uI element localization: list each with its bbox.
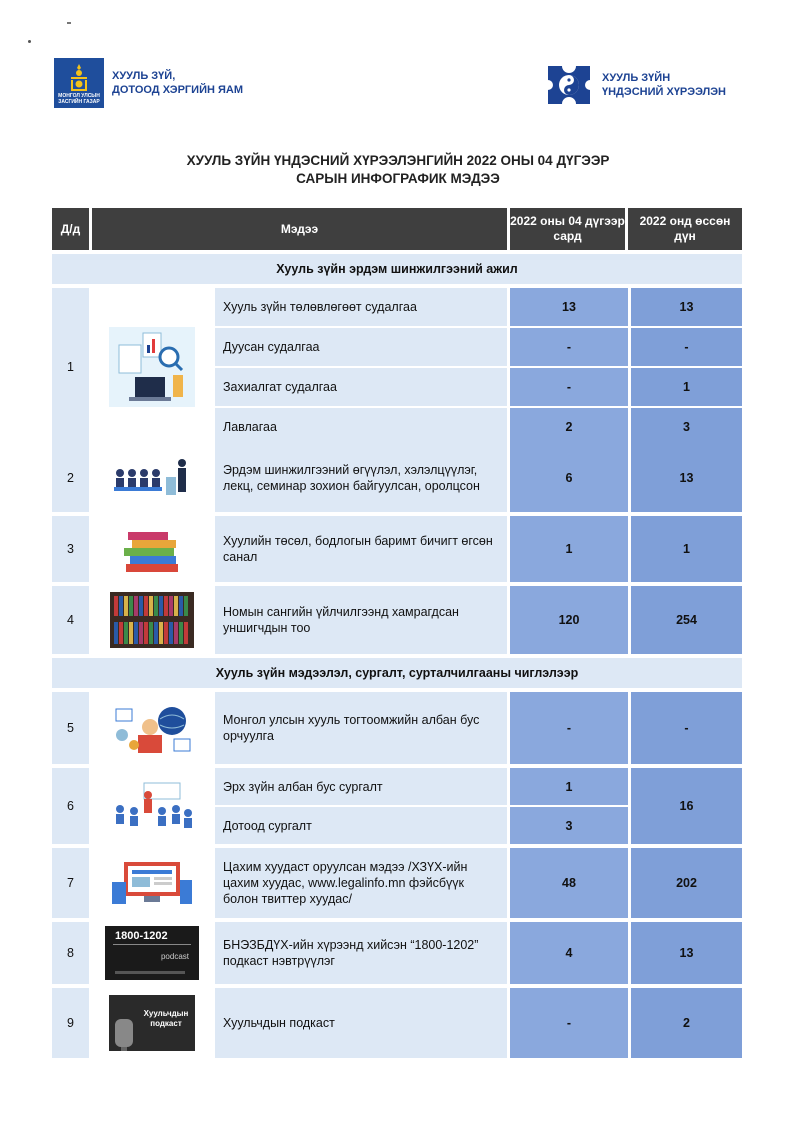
header-month: 2022 оны 04 дүгээр сард (510, 208, 628, 250)
table-header (52, 208, 742, 250)
podcast-number: 1800-1202 (115, 930, 168, 942)
section-information-training: Хууль зүйн мэдээлэл, сургалт, сурталчилгааны чиглэлээр (52, 658, 742, 688)
header-total: 2022 онд өссөн дүн (628, 208, 742, 250)
emblem-caption: МОНГОЛ УЛСЫН ЗАСГИЙН ГАЗАР (58, 93, 100, 105)
total-value: 2 (628, 988, 742, 1058)
infographic-table (52, 208, 742, 1058)
item-text: Хуульчдын подкаст (212, 988, 507, 1058)
row-number: 1 (52, 288, 89, 446)
header-number: Д/д (52, 208, 92, 250)
item-text: Монгол улсын хууль тогтоомжийн албан бус орчуулга (212, 692, 507, 764)
table-row (52, 516, 742, 582)
month-value: - (507, 368, 628, 406)
row-number: 9 (52, 988, 89, 1058)
total-value: 1 (628, 368, 742, 406)
total-value: 202 (628, 848, 742, 918)
ministry-name (112, 69, 243, 97)
podcast-bar (115, 971, 185, 974)
item-text: Дуусан судалгаа (212, 328, 507, 366)
institute-logo-block (544, 62, 726, 108)
total-value: 13 (628, 288, 742, 326)
item-text: Эрдэм шинжилгээний өгүүлэл, хэлэлцүүлэг, лекц, семинар зохион байгуулсан, оролцсон (212, 444, 507, 512)
month-value: 1 (507, 516, 628, 582)
institute-name-line2: ҮНДЭСНИЙ ХҮРЭЭЛЭН (602, 86, 726, 98)
document-title (0, 152, 796, 188)
ministry-name-line1: ХУУЛЬ ЗҮЙ, (112, 70, 176, 82)
month-value: 120 (507, 586, 628, 654)
document-title-line1: ХУУЛЬ ЗҮЙН ҮНДЭСНИЙ ХҮРЭЭЛЭНГИЙН 2022 ОНЫ 04 ДҮГЭЭР (186, 153, 610, 168)
book-stack-icon (112, 524, 192, 574)
library-shelves-icon (110, 592, 194, 648)
institute-name (602, 71, 726, 99)
research-illustration (92, 288, 212, 446)
item-text: Хууль зүйн төлөвлөгөөт судалгаа (212, 288, 507, 326)
podcast-divider (113, 944, 191, 945)
row-number: 6 (52, 768, 89, 844)
podcast-1800-illustration (92, 922, 212, 984)
scan-speck (67, 22, 71, 24)
table-row (52, 444, 742, 512)
total-value: 3 (628, 408, 742, 446)
item-text: Хуулийн төсөл, бодлогын баримт бичигт өгсөн санал (212, 516, 507, 582)
website-illustration (92, 848, 212, 918)
list-item (212, 326, 742, 366)
month-value: 13 (507, 288, 628, 326)
list-item (212, 288, 742, 326)
translation-illustration (92, 692, 212, 764)
institute-name-line1: ХУУЛЬ ЗҮЙН (602, 72, 671, 84)
item-text: Захиалгат судалгаа (212, 368, 507, 406)
table-row (52, 848, 742, 918)
total-value: 13 (628, 922, 742, 984)
total-value: 1 (628, 516, 742, 582)
row-number: 8 (52, 922, 89, 984)
training-class-icon (110, 781, 194, 831)
table-row (52, 922, 742, 984)
table-row (52, 586, 742, 654)
item-text: Номын сангийн үйлчилгээнд хамрагдсан уншигчдын тоо (212, 586, 507, 654)
total-value: 254 (628, 586, 742, 654)
month-value: 2 (507, 408, 628, 446)
row-number: 5 (52, 692, 89, 764)
podcast-cover (109, 995, 195, 1051)
list-item (212, 366, 742, 406)
month-value: 4 (507, 922, 628, 984)
item-text: Цахим хуудаст оруулсан мэдээ /ХЗҮХ-ийн цахим хуудас, www.legalinfo.mn фэйсбүүк болон твиттер хуудас/ (212, 848, 507, 918)
training-subitems (212, 768, 628, 844)
month-value: 1 (507, 768, 628, 805)
seminar-illustration (92, 444, 212, 512)
books-illustration (92, 516, 212, 582)
month-value: 6 (507, 444, 628, 512)
devices-website-icon (110, 858, 194, 908)
table-row (52, 768, 742, 844)
research-chart-icon (107, 325, 197, 409)
month-value: 3 (507, 807, 628, 844)
list-item (212, 406, 742, 446)
government-emblem (54, 58, 104, 108)
item-text: БНЭЗБДҮХ-ийн хүрээнд хийсэн “1800-1202” подкаст нэвтрүүлэг (212, 922, 507, 984)
scan-speck (28, 40, 31, 43)
total-value: - (628, 692, 742, 764)
podcast-label: podcast (160, 952, 189, 961)
podcast-cover (105, 926, 199, 980)
month-value: 48 (507, 848, 628, 918)
row-number: 7 (52, 848, 89, 918)
table-row (52, 288, 742, 440)
month-value: - (507, 328, 628, 366)
item-text: Лавлагаа (212, 408, 507, 446)
row-number: 3 (52, 516, 89, 582)
list-item (212, 768, 628, 805)
total-value: - (628, 328, 742, 366)
document-title-line2: САРЫН ИНФОГРАФИК МЭДЭЭ (296, 171, 500, 186)
library-illustration (92, 586, 212, 654)
ministry-name-line2: ДОТООД ХЭРГИЙН ЯАМ (112, 84, 243, 96)
soyombo-icon (68, 64, 90, 92)
puzzle-yin-yang-logo-icon (544, 62, 594, 108)
lawyers-podcast-illustration (92, 988, 212, 1058)
research-subitems (212, 288, 742, 446)
total-value: 16 (628, 768, 742, 844)
training-illustration (92, 768, 212, 844)
seminar-audience-icon (112, 455, 192, 501)
table-row (52, 692, 742, 764)
month-value: - (507, 988, 628, 1058)
ministry-logo-block (54, 58, 243, 108)
section-research: Хууль зүйн эрдэм шинжилгээний ажил (52, 254, 742, 284)
month-value: - (507, 692, 628, 764)
item-text: Эрх зүйн албан бус сургалт (212, 768, 507, 805)
table-row (52, 988, 742, 1058)
row-number: 4 (52, 586, 89, 654)
translation-globe-icon (110, 701, 194, 755)
total-value: 13 (628, 444, 742, 512)
podcast-title: Хуульчдын подкаст (143, 1009, 189, 1028)
header-news: Мэдээ (92, 208, 510, 250)
item-text: Дотоод сургалт (212, 807, 507, 844)
list-item (212, 805, 628, 844)
row-number: 2 (52, 444, 89, 512)
